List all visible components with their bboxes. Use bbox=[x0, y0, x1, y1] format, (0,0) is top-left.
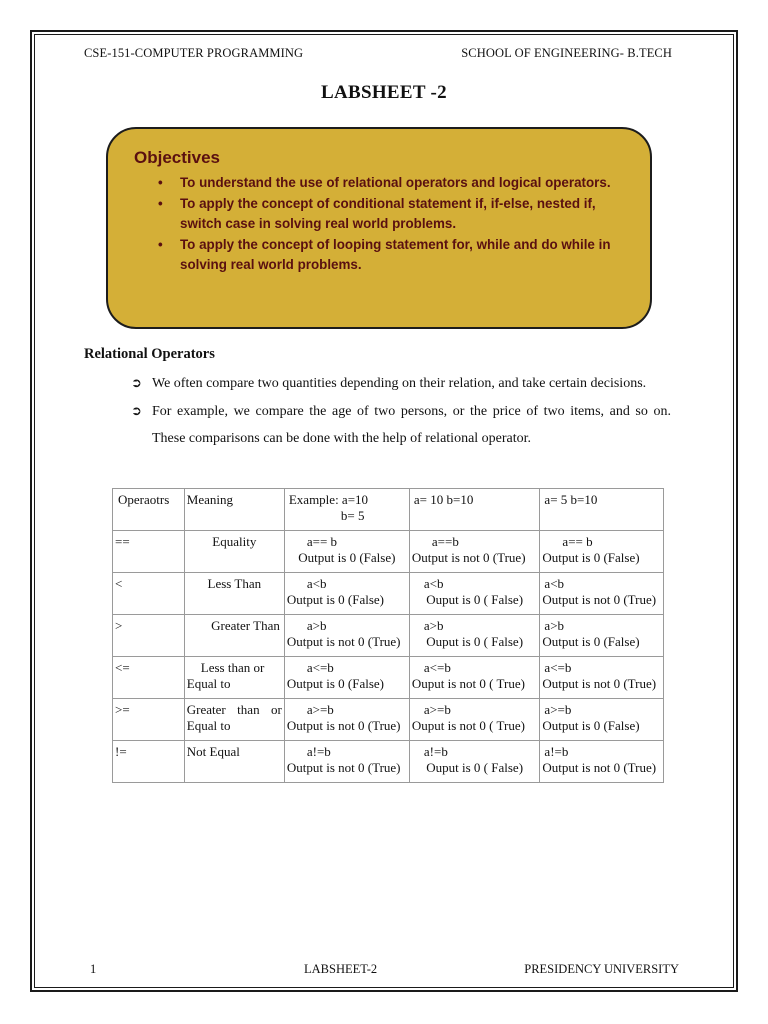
example-cell: a<=b Output is not 0 (True) bbox=[540, 657, 664, 699]
section-heading: Relational Operators bbox=[84, 346, 215, 362]
meaning-cell: Greater Than bbox=[184, 615, 284, 657]
footer-university: PRESIDENCY UNIVERSITY bbox=[524, 962, 679, 976]
meaning-cell: Less than or Equal to bbox=[184, 657, 284, 699]
objective-item: • To apply the concept of conditional statement if, if-else, nested if, switch case in solving real world problems. bbox=[154, 194, 624, 235]
example-cell: a!=b Ouput is 0 ( False) bbox=[409, 741, 540, 783]
header-course: CSE-151-COMPUTER PROGRAMMING bbox=[84, 46, 304, 60]
example-cell: a>=b Ouput is not 0 ( True) bbox=[409, 699, 540, 741]
header-cell: Operaotrs bbox=[113, 489, 185, 531]
operator-cell: < bbox=[113, 573, 185, 615]
table-row bbox=[113, 657, 664, 699]
header-cell: a= 5 b=10 bbox=[540, 489, 664, 531]
page-title: LABSHEET -2 bbox=[321, 82, 447, 103]
meaning-cell: Greater than or Equal to bbox=[184, 699, 284, 741]
example-cell: a>=b Output is 0 (False) bbox=[540, 699, 664, 741]
footer-labsheet: LABSHEET-2 bbox=[304, 962, 378, 976]
arrow-bullet-icon: ➲ bbox=[131, 376, 142, 391]
objective-item: • To apply the concept of looping statement for, while and do while in solving real world problems. bbox=[154, 235, 624, 276]
example-cell: a<b Ouput is 0 ( False) bbox=[409, 573, 540, 615]
table-header-row bbox=[113, 489, 664, 531]
objective-item: • To understand the use of relational operators and logical operators. bbox=[154, 173, 624, 194]
table-row bbox=[113, 573, 664, 615]
example-cell: a== b Output is 0 (False) bbox=[284, 531, 409, 573]
example-cell: a<=b Output is 0 (False) bbox=[284, 657, 409, 699]
meaning-cell: Equality bbox=[184, 531, 284, 573]
example-cell: a<b Output is not 0 (True) bbox=[540, 573, 664, 615]
table-row bbox=[113, 531, 664, 573]
section-bullets bbox=[131, 370, 671, 453]
table-row bbox=[113, 741, 664, 783]
example-cell: a<=b Ouput is not 0 ( True) bbox=[409, 657, 540, 699]
table-row bbox=[113, 615, 664, 657]
example-cell: a!=b Output is not 0 (True) bbox=[284, 741, 409, 783]
example-cell: a>=b Output is not 0 (True) bbox=[284, 699, 409, 741]
header-cell: Example: a=10 b= 5 bbox=[284, 489, 409, 531]
example-cell: a>b Ouput is 0 ( False) bbox=[409, 615, 540, 657]
meaning-cell: Not Equal bbox=[184, 741, 284, 783]
example-cell: a<b Output is 0 (False) bbox=[284, 573, 409, 615]
arrow-bullet-icon: ➲ bbox=[131, 403, 142, 419]
example-cell: a== b Output is 0 (False) bbox=[540, 531, 664, 573]
operator-cell: > bbox=[113, 615, 185, 657]
objectives-list bbox=[154, 173, 624, 276]
meaning-cell: Less Than bbox=[184, 573, 284, 615]
example-cell: a==b Output is not 0 (True) bbox=[409, 531, 540, 573]
objectives-heading: Objectives bbox=[134, 148, 220, 167]
bullet-item: ➲ We often compare two quantities depending on their relation, and take certain decisions. bbox=[131, 370, 671, 398]
example-cell: a>b Output is 0 (False) bbox=[540, 615, 664, 657]
bullet-item: ➲ For example, we compare the age of two persons, or the price of two items, and so on. These comparisons can be done with the help of relational operator. bbox=[131, 398, 671, 453]
example-cell: a>b Output is not 0 (True) bbox=[284, 615, 409, 657]
objectives-box bbox=[106, 127, 652, 329]
operator-cell: == bbox=[113, 531, 185, 573]
relational-operators-table bbox=[112, 488, 664, 783]
operator-cell: >= bbox=[113, 699, 185, 741]
header-cell: Meaning bbox=[184, 489, 284, 531]
example-cell: a!=b Output is not 0 (True) bbox=[540, 741, 664, 783]
header-school: SCHOOL OF ENGINEERING- B.TECH bbox=[461, 46, 672, 60]
footer-page-number: 1 bbox=[90, 962, 97, 976]
header-cell: a= 10 b=10 bbox=[409, 489, 540, 531]
operator-cell: != bbox=[113, 741, 185, 783]
table-row bbox=[113, 699, 664, 741]
operator-cell: <= bbox=[113, 657, 185, 699]
